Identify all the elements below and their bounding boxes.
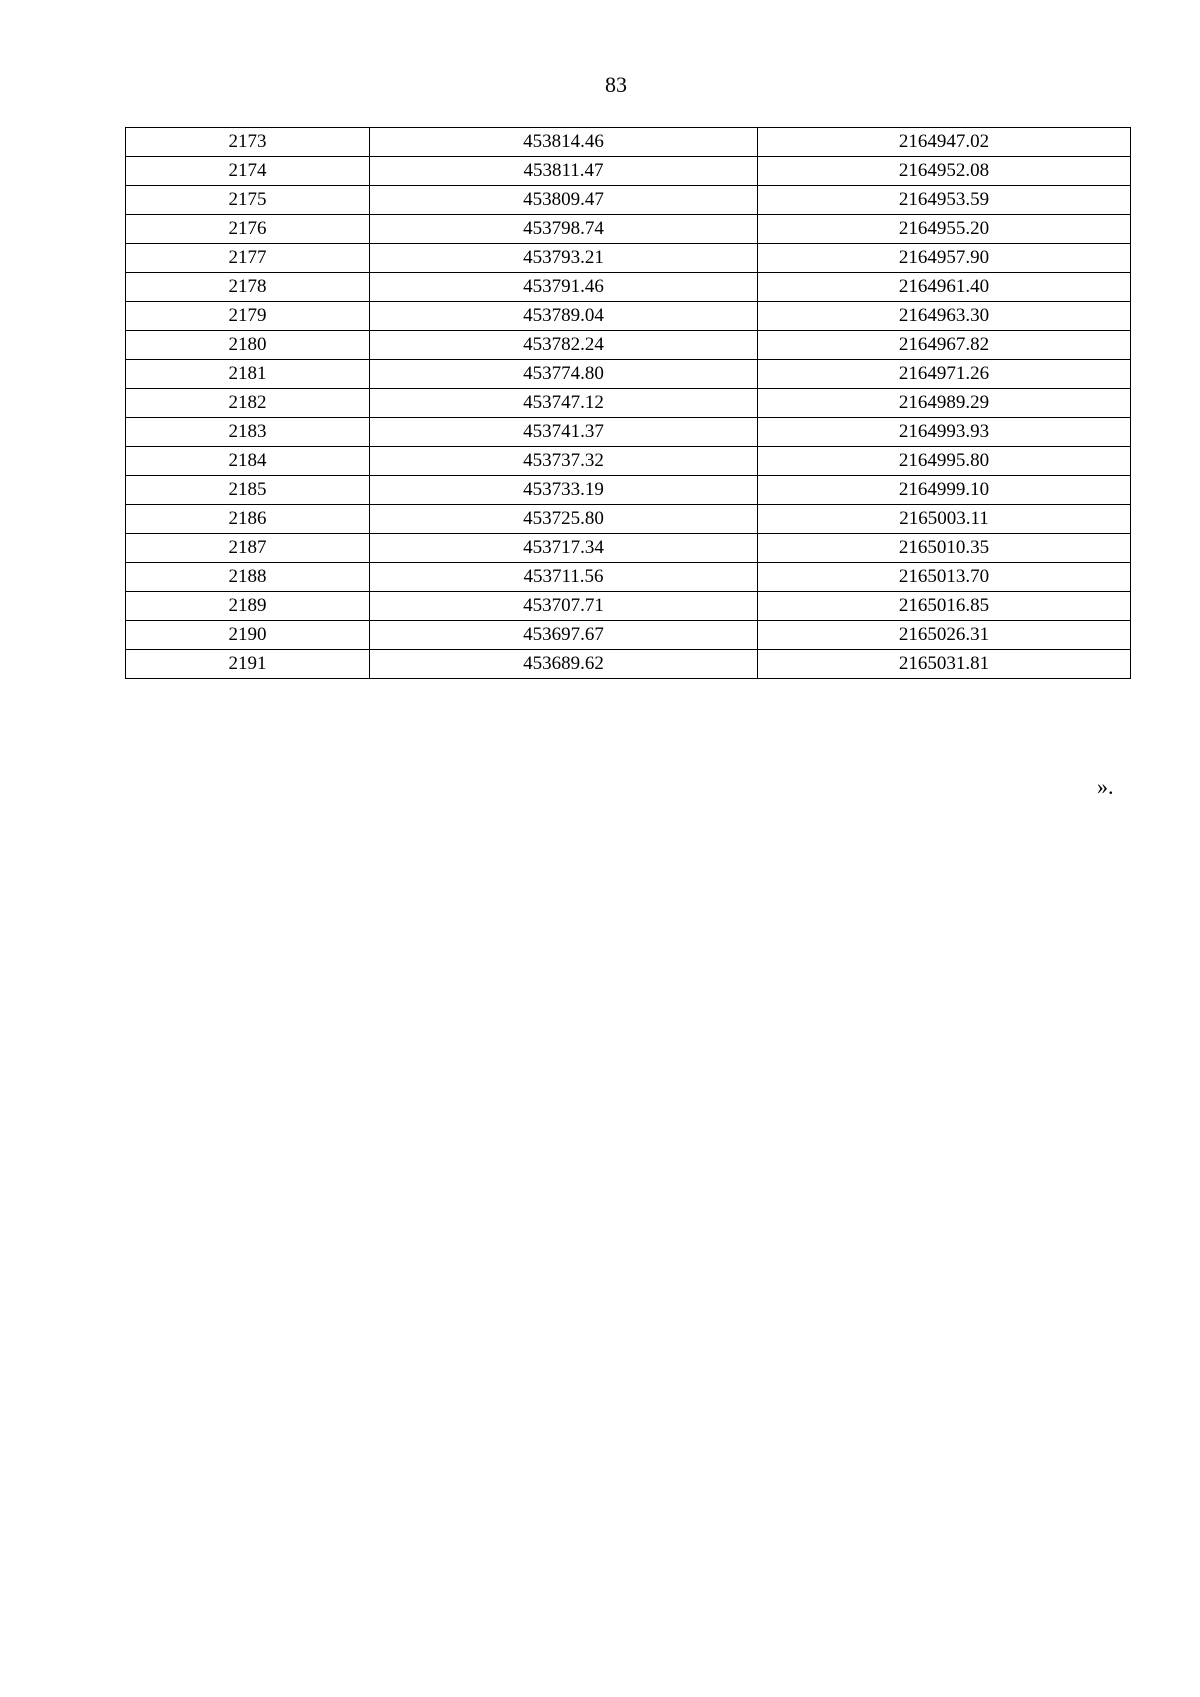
table-row [126,302,1131,331]
x-coordinate-cell: 453707.71 [370,592,758,621]
x-coordinate-cell: 453774.80 [370,360,758,389]
point-number-cell: 2190 [126,621,370,650]
point-number-cell: 2174 [126,157,370,186]
point-number-cell: 2183 [126,418,370,447]
table-row [126,360,1131,389]
point-number-cell: 2189 [126,592,370,621]
y-coordinate-cell: 2165031.81 [758,650,1131,679]
point-number-cell: 2177 [126,244,370,273]
y-coordinate-cell: 2164953.59 [758,186,1131,215]
coordinates-table-body [126,128,1131,679]
y-coordinate-cell: 2164952.08 [758,157,1131,186]
table-row [126,157,1131,186]
x-coordinate-cell: 453798.74 [370,215,758,244]
x-coordinate-cell: 453725.80 [370,505,758,534]
table-row [126,186,1131,215]
point-number-cell: 2176 [126,215,370,244]
x-coordinate-cell: 453711.56 [370,563,758,592]
y-coordinate-cell: 2165003.11 [758,505,1131,534]
table-row [126,215,1131,244]
x-coordinate-cell: 453782.24 [370,331,758,360]
x-coordinate-cell: 453809.47 [370,186,758,215]
y-coordinate-cell: 2164963.30 [758,302,1131,331]
y-coordinate-cell: 2165010.35 [758,534,1131,563]
point-number-cell: 2173 [126,128,370,157]
point-number-cell: 2181 [126,360,370,389]
y-coordinate-cell: 2165013.70 [758,563,1131,592]
y-coordinate-cell: 2164967.82 [758,331,1131,360]
x-coordinate-cell: 453697.67 [370,621,758,650]
table-row [126,592,1131,621]
point-number-cell: 2191 [126,650,370,679]
point-number-cell: 2178 [126,273,370,302]
x-coordinate-cell: 453811.47 [370,157,758,186]
table-row [126,418,1131,447]
point-number-cell: 2187 [126,534,370,563]
page-number: 83 [605,72,627,97]
coordinates-table [125,127,1131,679]
y-coordinate-cell: 2164955.20 [758,215,1131,244]
table-row [126,128,1131,157]
x-coordinate-cell: 453741.37 [370,418,758,447]
point-number-cell: 2182 [126,389,370,418]
x-coordinate-cell: 453717.34 [370,534,758,563]
y-coordinate-cell: 2164993.93 [758,418,1131,447]
table-row [126,447,1131,476]
table-row [126,563,1131,592]
x-coordinate-cell: 453689.62 [370,650,758,679]
closing-quote-mark: ». [1097,774,1114,799]
table-row [126,331,1131,360]
y-coordinate-cell: 2164947.02 [758,128,1131,157]
table-row [126,650,1131,679]
y-coordinate-cell: 2164989.29 [758,389,1131,418]
table-row [126,505,1131,534]
point-number-cell: 2180 [126,331,370,360]
table-row [126,389,1131,418]
y-coordinate-cell: 2164957.90 [758,244,1131,273]
x-coordinate-cell: 453789.04 [370,302,758,331]
point-number-cell: 2185 [126,476,370,505]
table-row [126,273,1131,302]
table-row [126,621,1131,650]
table-row [126,534,1131,563]
point-number-cell: 2175 [126,186,370,215]
y-coordinate-cell: 2164995.80 [758,447,1131,476]
point-number-cell: 2188 [126,563,370,592]
x-coordinate-cell: 453747.12 [370,389,758,418]
x-coordinate-cell: 453791.46 [370,273,758,302]
table-row [126,476,1131,505]
x-coordinate-cell: 453737.32 [370,447,758,476]
y-coordinate-cell: 2165016.85 [758,592,1131,621]
y-coordinate-cell: 2164971.26 [758,360,1131,389]
y-coordinate-cell: 2164999.10 [758,476,1131,505]
x-coordinate-cell: 453793.21 [370,244,758,273]
table-row [126,244,1131,273]
x-coordinate-cell: 453733.19 [370,476,758,505]
x-coordinate-cell: 453814.46 [370,128,758,157]
point-number-cell: 2186 [126,505,370,534]
point-number-cell: 2184 [126,447,370,476]
point-number-cell: 2179 [126,302,370,331]
y-coordinate-cell: 2164961.40 [758,273,1131,302]
y-coordinate-cell: 2165026.31 [758,621,1131,650]
